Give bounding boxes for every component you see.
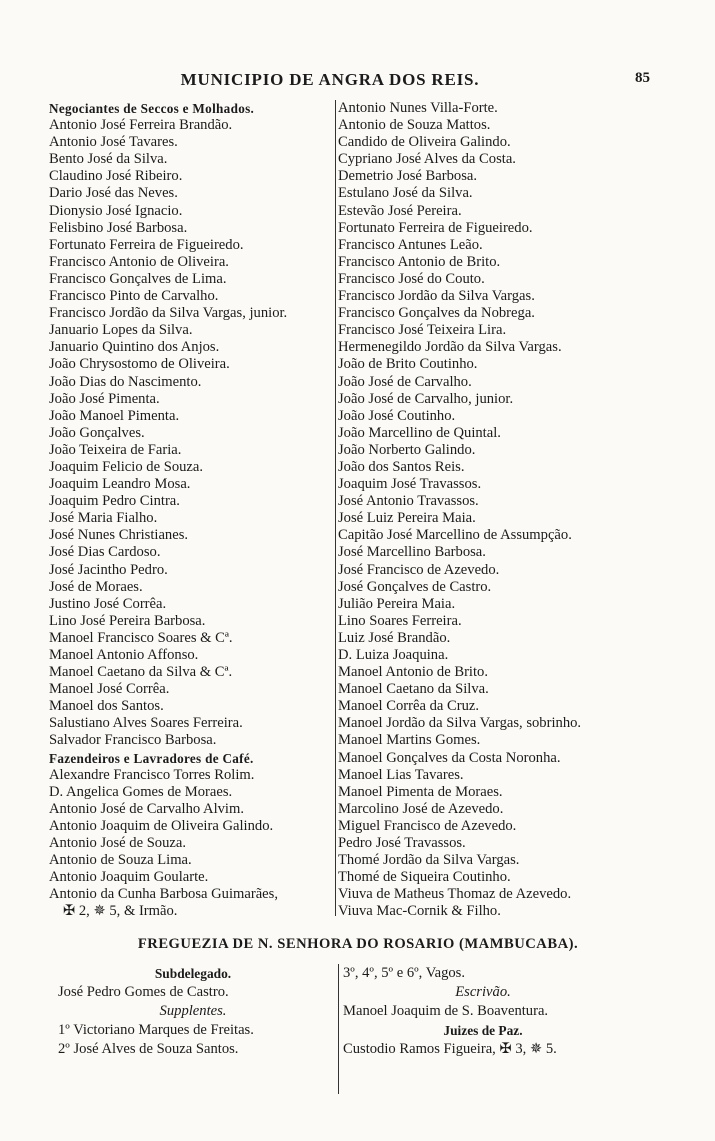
list-item: Antonio Joaquim Goularte.: [49, 869, 209, 886]
list-item: Viuva Mac-Cornik & Filho.: [338, 903, 501, 920]
list-item: Lino José Pereira Barbosa.: [49, 612, 206, 629]
list-item: João Gonçalves.: [49, 424, 145, 441]
list-item: Viuva de Matheus Thomaz de Azevedo.: [338, 886, 572, 903]
list-item: João José de Carvalho, junior.: [338, 390, 514, 407]
list-item: João Norberto Galindo.: [338, 441, 476, 458]
juizes-heading: Juizes de Paz.: [443, 1023, 523, 1038]
list-item: Francisco Gonçalves da Nobrega.: [338, 305, 535, 322]
list-item: D. Luiza Joaquina.: [338, 647, 449, 663]
list-item: Francisco Antonio de Oliveira.: [49, 253, 229, 270]
list-item: Claudino José Ribeiro.: [49, 168, 183, 185]
subdelegado-name: José Pedro Gomes de Castro.: [58, 984, 229, 1000]
list-item: Francisco Antunes Leão.: [338, 236, 483, 253]
list-item: Antonio José Ferreira Brandão.: [49, 117, 233, 134]
list-item: Candido de Oliveira Galindo.: [338, 134, 511, 151]
supplente-2: 2º José Alves de Souza Santos.: [58, 1041, 239, 1057]
list-item: João Manoel Pimenta.: [49, 407, 180, 424]
list-item: José Maria Fialho.: [49, 510, 158, 527]
list-item: Miguel Francisco de Azevedo.: [338, 817, 517, 834]
list-item: Joaquim Leandro Mosa.: [49, 476, 191, 493]
list-item: Manoel dos Santos.: [49, 698, 164, 715]
section-heading: Negociantes de Seccos e Molhados.: [49, 101, 255, 116]
list-item: Antonio de Souza Lima.: [49, 852, 192, 869]
list-item: Francisco Pinto de Carvalho.: [49, 288, 219, 305]
list-item: João Chrysostomo de Oliveira.: [49, 356, 230, 373]
list-item: Manoel Caetano da Silva.: [338, 681, 489, 698]
section-heading: Fazendeiros e Lavradores de Café.: [49, 750, 254, 766]
list-item: Antonio de Souza Mattos.: [338, 117, 491, 134]
list-item: José Marcellino Barbosa.: [338, 544, 486, 561]
list-item: Cypriano José Alves da Costa.: [338, 151, 516, 168]
list-item: Salustiano Alves Soares Ferreira.: [49, 715, 243, 732]
list-item: Dionysio José Ignacio.: [49, 202, 183, 219]
list-item: Antonio José de Carvalho Alvim.: [49, 800, 244, 817]
list-item: Lino Soares Ferreira.: [338, 612, 462, 629]
list-item: Antonio José Tavares.: [49, 134, 178, 151]
list-item: Francisco Antonio de Brito.: [338, 253, 501, 270]
list-item: Joaquim Pedro Cintra.: [49, 493, 180, 510]
list-item: Manoel Antonio de Brito.: [338, 664, 488, 681]
list-item: Antonio Joaquim de Oliveira Galindo.: [49, 817, 274, 834]
list-item: José Nunes Christianes.: [49, 527, 189, 544]
list-item: Felisbino José Barbosa.: [49, 219, 188, 236]
escrivao-heading: Escrivão.: [455, 984, 511, 1000]
list-item: João Dias do Nascimento.: [49, 373, 202, 390]
list-item: Januario Lopes da Silva.: [49, 322, 193, 339]
supplentes-heading: Supplentes.: [159, 1003, 227, 1019]
list-item: Estulano José da Silva.: [338, 185, 473, 202]
list-item: José Jacintho Pedro.: [49, 561, 168, 578]
list-item: Francisco Jordão da Silva Vargas, junior.: [49, 305, 288, 322]
list-item: Hermenegildo Jordão da Silva Vargas.: [338, 339, 562, 356]
vagos-entry: 3º, 4º, 5º e 6º, Vagos.: [343, 965, 466, 981]
list-item: Fortunato Ferreira de Figueiredo.: [49, 236, 244, 253]
list-item: Thomé de Siqueira Coutinho.: [338, 869, 511, 886]
section-title-freguezia: FREGUEZIA DE N. SENHORA DO ROSARIO (MAMBUCABA).: [137, 936, 579, 952]
page-header: [50, 68, 650, 94]
list-item: Alexandre Francisco Torres Rolim.: [49, 766, 255, 783]
list-item: Joaquim José Travassos.: [338, 476, 482, 493]
list-item: João José Pimenta.: [49, 390, 160, 407]
page-number: 85: [635, 70, 650, 86]
list-item: João Teixeira de Faria.: [49, 441, 182, 458]
list-item: Manoel Francisco Soares & Cª.: [49, 629, 233, 646]
list-item: Salvador Francisco Barbosa.: [49, 732, 217, 749]
list-item: Luiz José Brandão.: [338, 629, 451, 646]
list-item: José Dias Cardoso.: [49, 544, 161, 561]
list-item: Manoel Antonio Affonso.: [49, 647, 199, 663]
juiz-name: Custodio Ramos Figueira, ✠ 3, ✵ 5.: [343, 1041, 557, 1057]
list-item: Januario Quintino dos Anjos.: [49, 339, 220, 356]
list-item: José Antonio Travassos.: [338, 493, 479, 510]
list-item: Pedro José Travassos.: [338, 835, 466, 852]
list-item: Francisco Jordão da Silva Vargas.: [338, 288, 535, 305]
list-item: ✠ 2, ✵ 5, & Irmão.: [63, 903, 178, 920]
list-item: Manoel Martins Gomes.: [338, 732, 481, 749]
list-item: Antonio da Cunha Barbosa Guimarães,: [49, 886, 278, 903]
list-item: Manoel Gonçalves da Costa Noronha.: [338, 749, 561, 766]
list-item: Thomé Jordão da Silva Vargas.: [338, 852, 520, 869]
list-item: Joaquim Felicio de Souza.: [49, 458, 204, 475]
list-item: João José de Carvalho.: [338, 373, 472, 390]
list-item: João Marcellino de Quintal.: [338, 424, 501, 441]
escrivao-name: Manoel Joaquim de S. Boaventura.: [343, 1003, 549, 1019]
list-item: Fortunato Ferreira de Figueiredo.: [338, 219, 533, 236]
list-item: Manoel José Corrêa.: [49, 681, 170, 698]
list-item: Francisco Gonçalves de Lima.: [49, 270, 227, 287]
list-item: João dos Santos Reis.: [338, 458, 465, 475]
supplente-1: 1º Victoriano Marques de Freitas.: [58, 1022, 254, 1038]
list-item: Julião Pereira Maia.: [338, 595, 456, 612]
right-column: [335, 100, 638, 920]
freguezia-right-column: [338, 964, 623, 1094]
list-item: José Francisco de Azevedo.: [338, 561, 500, 578]
list-item: Manoel Pimenta de Moraes.: [338, 783, 503, 800]
list-item: José Gonçalves de Castro.: [338, 578, 492, 595]
list-item: D. Angelica Gomes de Moraes.: [49, 783, 233, 800]
list-item: Francisco José Teixeira Lira.: [338, 322, 507, 339]
list-item: Francisco José do Couto.: [338, 270, 485, 287]
list-item: Antonio José de Souza.: [49, 835, 187, 852]
list-item: Demetrio José Barbosa.: [338, 168, 478, 185]
list-item: Manoel Lias Tavares.: [338, 766, 464, 783]
list-item: Justino José Corrêa.: [49, 595, 167, 612]
freguezia-left-column: [58, 964, 328, 1059]
list-item: Manoel Caetano da Silva & Cª.: [49, 664, 233, 681]
page-title: MUNICIPIO DE ANGRA DOS REIS.: [180, 70, 480, 89]
list-item: Manoel Jordão da Silva Vargas, sobrinho.: [338, 715, 582, 732]
list-item: João de Brito Coutinho.: [338, 356, 478, 373]
list-item: José Luiz Pereira Maia.: [338, 510, 476, 527]
list-item: Capitão José Marcellino de Assumpção.: [338, 527, 572, 544]
list-item: Estevão José Pereira.: [338, 202, 462, 219]
list-item: José de Moraes.: [49, 578, 143, 595]
list-item: Dario José das Neves.: [49, 185, 178, 202]
list-item: Bento José da Silva.: [49, 151, 168, 168]
list-item: Antonio Nunes Villa-Forte.: [338, 100, 498, 116]
list-item: Manoel Corrêa da Cruz.: [338, 698, 480, 715]
left-column: [49, 100, 332, 921]
list-item: Marcolino José de Azevedo.: [338, 800, 504, 817]
subdelegado-heading: Subdelegado.: [154, 966, 232, 981]
list-item: João José Coutinho.: [338, 407, 456, 424]
